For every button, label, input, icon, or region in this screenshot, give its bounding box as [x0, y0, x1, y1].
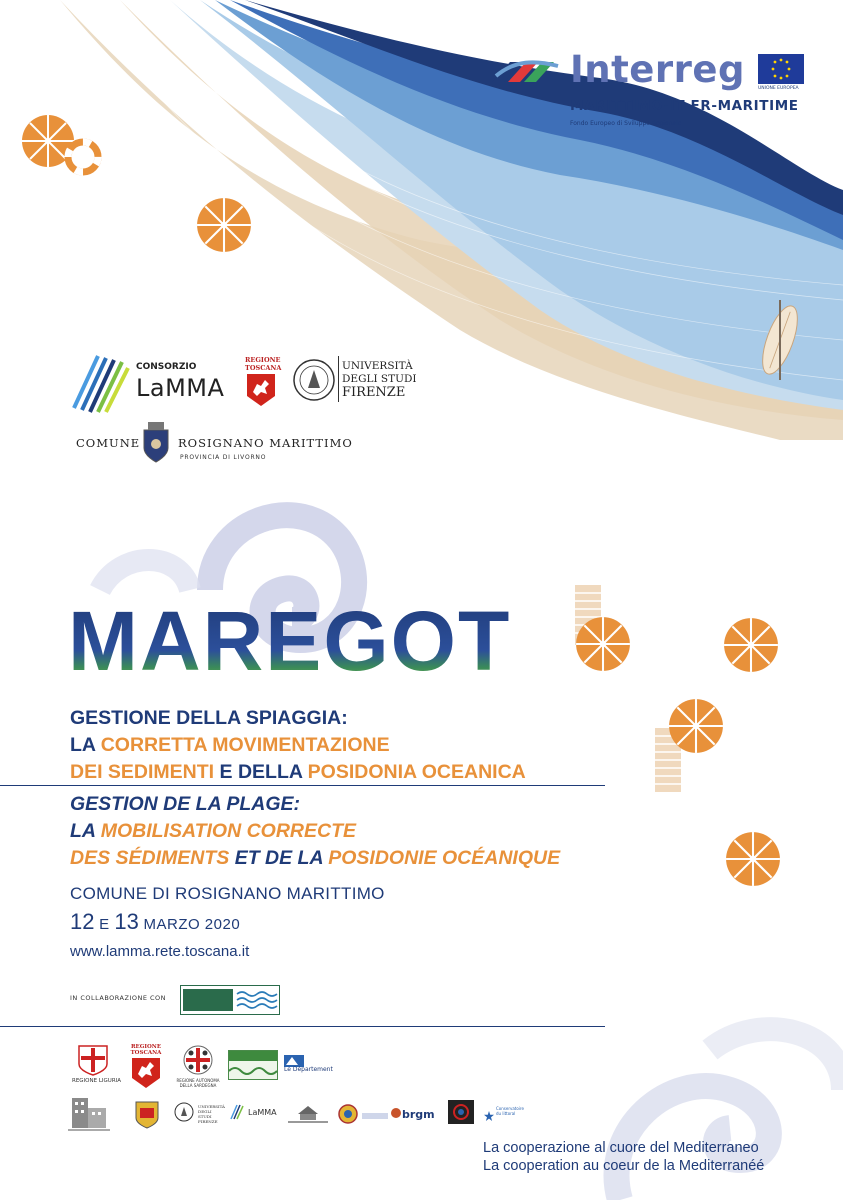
regione-toscana-logo	[245, 356, 282, 408]
footer-divider-line	[0, 1026, 605, 1027]
event-venue: COMUNE DI ROSIGNANO MARITTIMO	[70, 884, 385, 903]
unifi-partner-logo	[174, 1102, 224, 1126]
fund-text: Fondo Europeo di Sviluppo Regionale	[570, 120, 682, 127]
cnr-building-icon	[284, 1104, 332, 1124]
french-line-1: GESTION DE LA PLAGE:	[70, 793, 301, 815]
regione-sardegna-logo	[178, 1044, 218, 1088]
sardegna-crest-icon	[182, 1044, 214, 1076]
lamma-wordmark: LaMMA	[136, 374, 225, 402]
spiral-mark-icon	[448, 1100, 474, 1124]
comune-rosignano-logo	[76, 420, 366, 470]
project-title: MAREGOT	[68, 594, 512, 688]
french-line-3-a: DES SÉDIMENTS	[70, 847, 230, 869]
ispra-building-logo	[68, 1094, 110, 1134]
french-line-2	[70, 818, 560, 845]
comune-crest-icon	[140, 422, 172, 464]
french-line-3-c: POSIDONIE OCÉANIQUE	[328, 847, 561, 869]
interreg-swoosh-icon	[490, 56, 560, 86]
french-line-2-a: LA	[70, 820, 101, 842]
star-icon	[484, 1111, 494, 1121]
pegasus-icon	[247, 374, 275, 406]
unifi-line-1: UNIVERSITÀ	[342, 360, 413, 372]
building-icon	[68, 1094, 110, 1134]
maregot-title-logo	[60, 480, 512, 688]
event-month-year: MARZO 2020	[138, 916, 241, 933]
coste-logo	[228, 1050, 278, 1080]
lamma-stripes-icon	[70, 350, 134, 414]
life-ring-icon	[64, 138, 102, 176]
interreg-logo	[490, 48, 820, 138]
italian-line-3-c: POSIDONIA OCEANICA	[307, 761, 526, 783]
french-line-2-b: MOBILISATION CORRECTE	[100, 820, 357, 842]
lamma-partner-logo	[230, 1104, 280, 1124]
beach-umbrella-icon	[667, 697, 725, 755]
collaboration-partner-logo	[180, 985, 280, 1015]
unifi-seal-icon	[292, 358, 336, 402]
unifi-divider	[338, 356, 339, 402]
italian-line-2	[70, 732, 526, 759]
unifi-label	[342, 360, 417, 399]
rosignano-label: ROSIGNANO MARITTIMO	[178, 436, 353, 450]
pegasus-small-icon	[132, 1058, 160, 1088]
event-day-2: 13	[114, 909, 139, 934]
interreg-wordmark: Interreg	[570, 48, 745, 91]
provincia-crest-icon	[134, 1100, 160, 1130]
organizer-logos	[70, 350, 430, 420]
brgm-dot-icon	[390, 1107, 402, 1119]
french-title-block	[70, 791, 560, 872]
unifi-partner-label: UNIVERSITÀ DEGLI STUDI FIRENZE	[198, 1104, 225, 1124]
conservatoire-logo	[484, 1106, 524, 1126]
provincia-crest-logo	[134, 1100, 160, 1134]
tagline-french: La cooperation au coeur de la Mediterranéé	[483, 1158, 765, 1174]
lamma-consorzio-label: CONSORZIO	[136, 362, 197, 372]
seal-icon	[338, 1104, 358, 1124]
coste-wave-icon	[229, 1051, 277, 1079]
eu-flag-icon	[758, 54, 804, 84]
french-line-3-b: ET DE LA	[229, 847, 329, 869]
le-departement-logo	[284, 1052, 332, 1076]
program-name: MARITTIMO-IT FR-MARITIME	[570, 98, 799, 114]
beach-umbrella-icon	[722, 616, 780, 674]
agency-mark-icon	[362, 1109, 388, 1123]
website-link[interactable]: www.lamma.rete.toscana.it	[70, 943, 250, 960]
sardegna-label: REGIONE AUTONOMA DELLA SARDEGNA	[176, 1078, 220, 1088]
toscana-partner-label: REGIONE TOSCANA	[130, 1044, 162, 1056]
agency-seal-logo	[338, 1104, 358, 1124]
event-and: E	[94, 916, 115, 933]
regione-toscana-label: REGIONE TOSCANA	[245, 356, 282, 372]
divider-line	[0, 785, 605, 786]
liguria-label: REGIONE LIGURIA	[72, 1078, 122, 1084]
event-day-1: 12	[70, 909, 95, 934]
comune-label: COMUNE	[76, 436, 141, 450]
italian-line-2-a: LA	[70, 734, 101, 756]
italian-line-3-b: E DELLA	[214, 761, 308, 783]
spiral-agency-logo	[448, 1100, 474, 1128]
italian-line-3-a: DEI SEDIMENTI	[70, 761, 215, 783]
eu-label: UNIONE EUROPEA	[758, 86, 799, 91]
unifi-line-2: DEGLI STUDI	[342, 373, 417, 385]
event-dates	[70, 909, 240, 935]
liguria-crest-icon	[76, 1044, 110, 1076]
beach-umbrella-icon	[724, 830, 782, 888]
brgm-logo	[390, 1104, 440, 1126]
tagline-italian: La cooperazione al cuore del Mediterraneo	[483, 1140, 759, 1156]
conservatoire-label: Conservatoire du littoral	[496, 1106, 524, 1116]
regione-liguria-logo	[72, 1044, 122, 1086]
province-label: PROVINCIA DI LIVORNO	[180, 454, 267, 461]
unifi-line-3: FIRENZE	[342, 385, 406, 400]
cnr-logo	[284, 1104, 332, 1124]
italian-line-1: GESTIONE DELLA SPIAGGIA:	[70, 707, 348, 729]
italian-line-2-b: CORRETTA MOVIMENTAZIONE	[100, 734, 390, 756]
beach-umbrella-icon	[195, 196, 253, 254]
lamma-stripes-small-icon	[230, 1104, 246, 1120]
small-agency-logo	[362, 1108, 388, 1122]
collaboration-label: IN COLLABORAZIONE CON	[70, 994, 167, 1002]
beach-umbrella-icon	[574, 615, 632, 673]
regione-toscana-partner-logo	[130, 1044, 162, 1088]
italian-title-block	[70, 705, 526, 786]
unifi-seal-small-icon	[174, 1102, 194, 1122]
french-line-3	[70, 845, 560, 872]
lamma-partner-label: LaMMA	[248, 1108, 277, 1117]
le-departement-label: Le Département	[284, 1066, 333, 1073]
brgm-label: brgm	[402, 1108, 435, 1121]
italian-line-3	[70, 759, 526, 786]
